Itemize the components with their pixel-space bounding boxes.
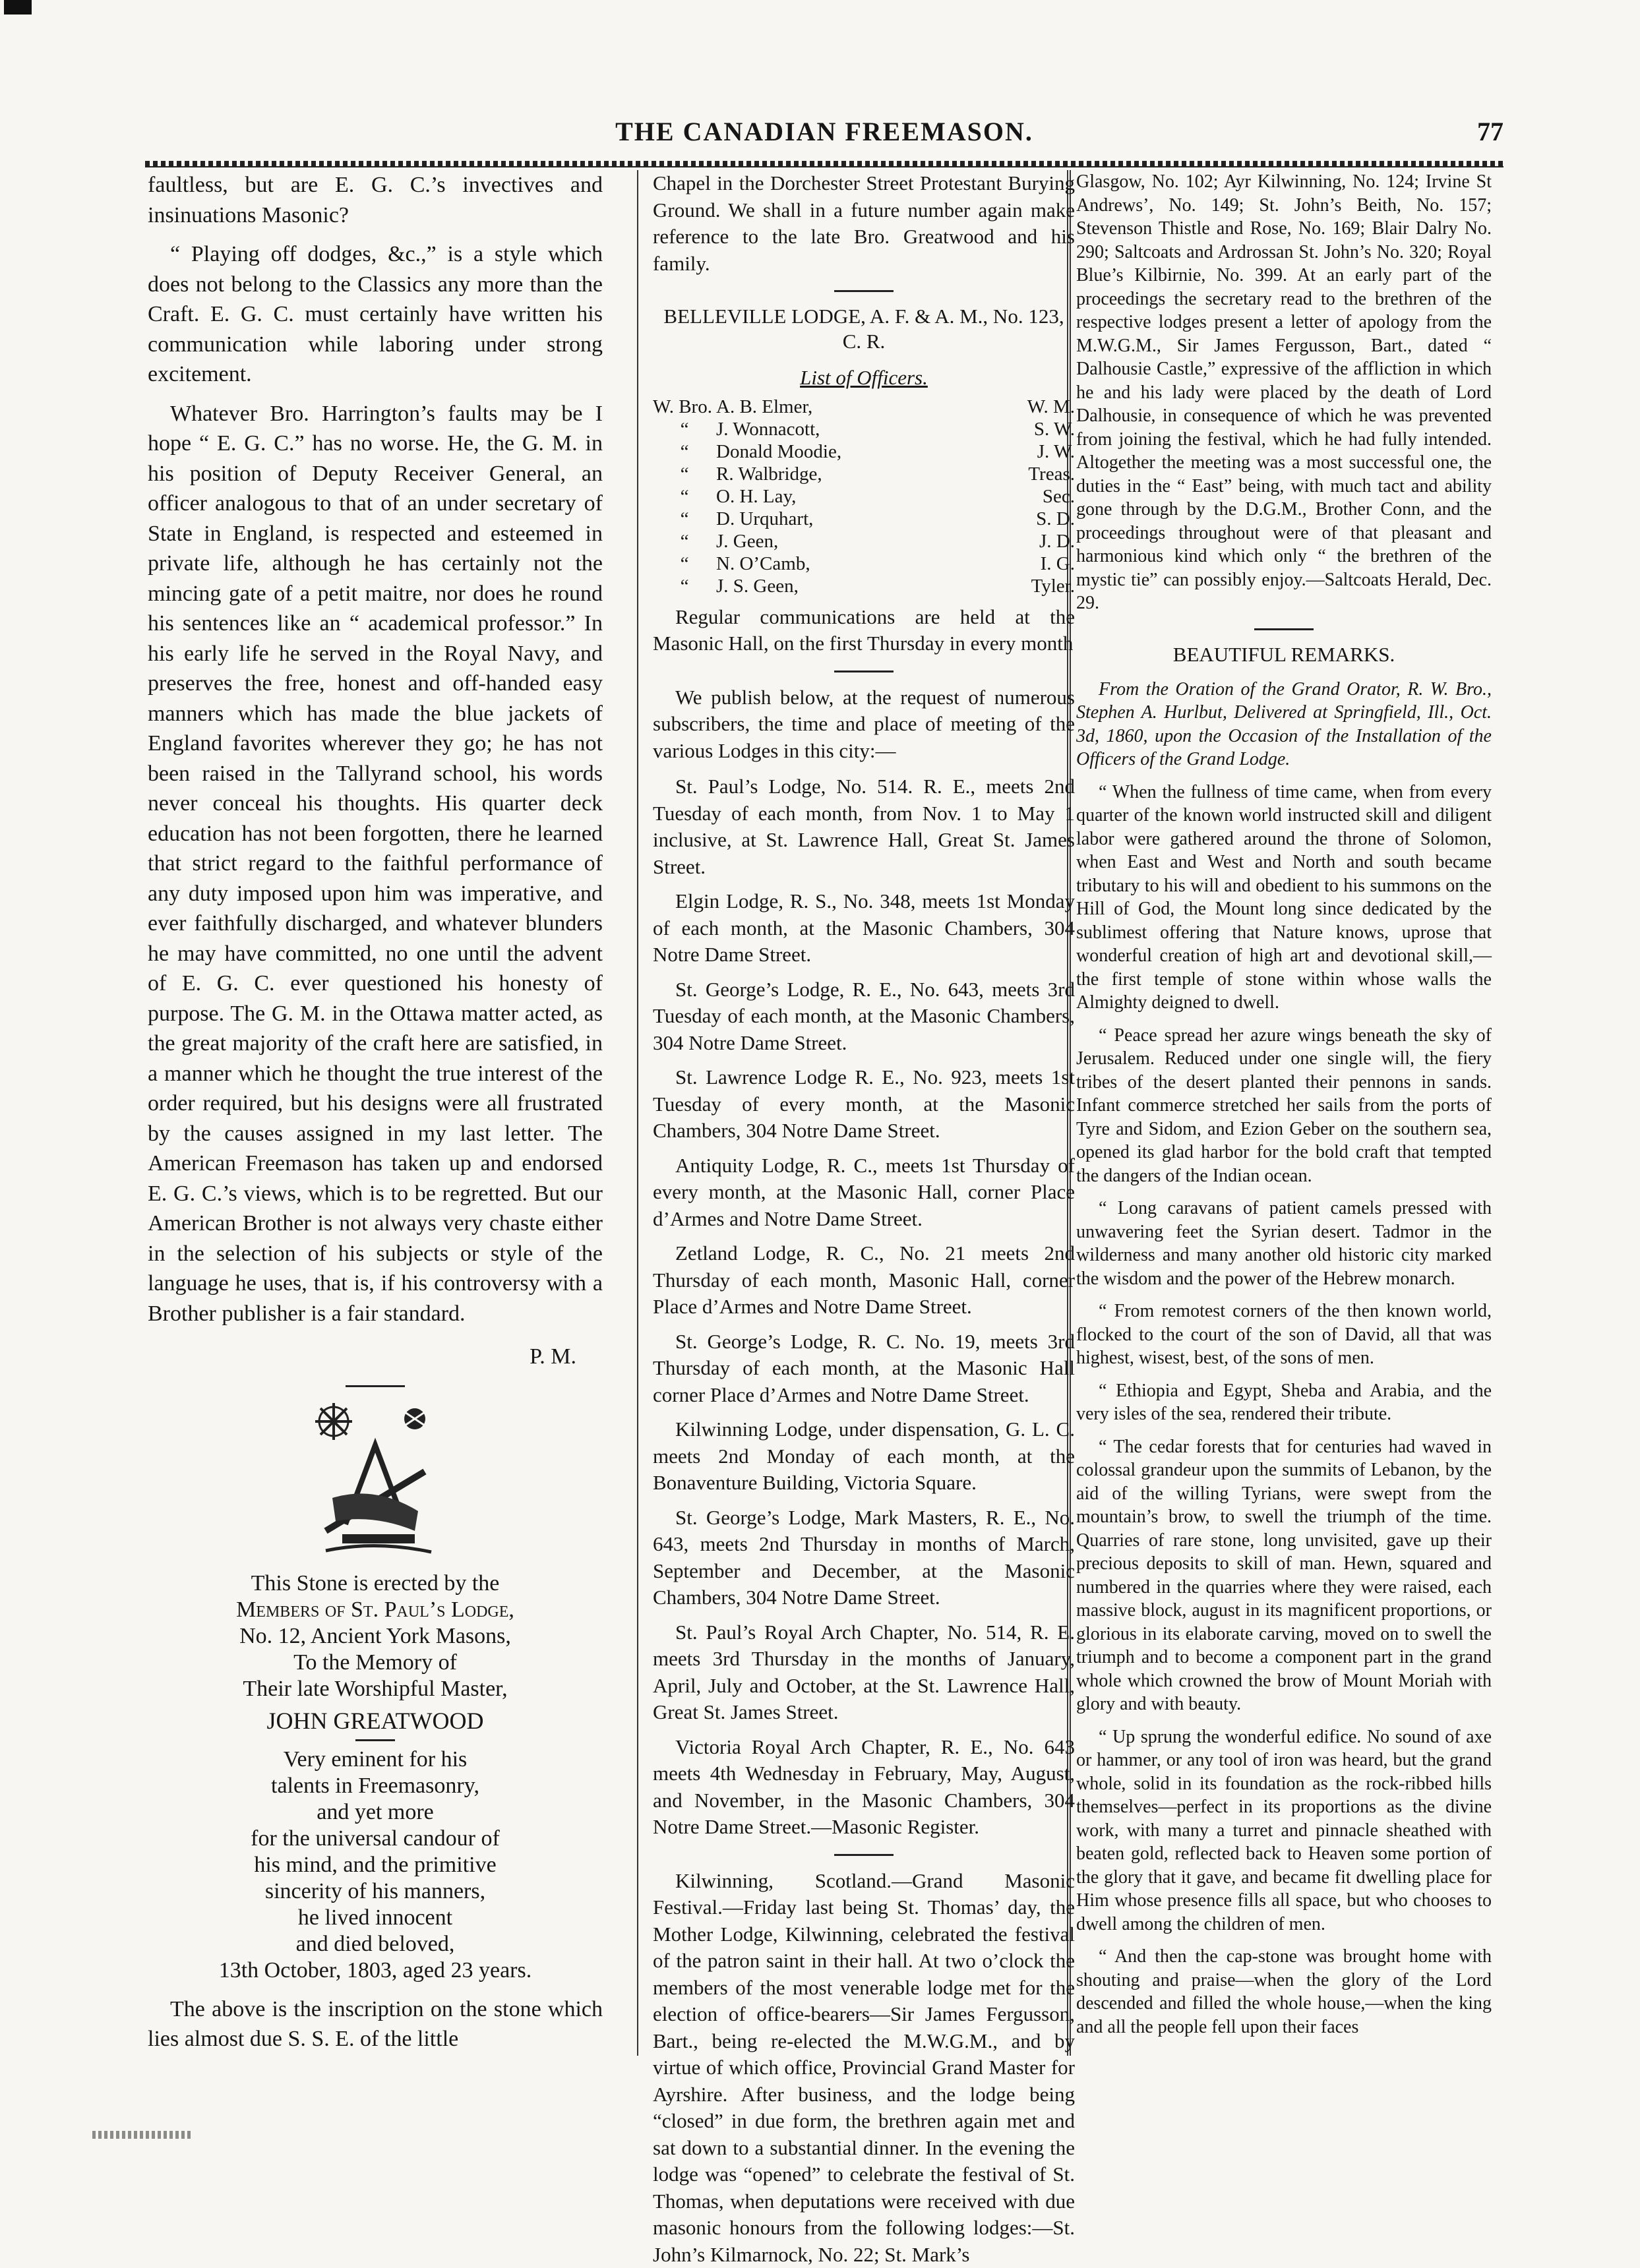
col3-para-1: Glasgow, No. 102; Ayr Kilwinning, No. 124; Irvine St Andrews’, No. 149; St. John’s Beith, No. 157; Stevenson Thistle and Rose, No. 169; Blair Dalry No. 290; Saltcoats and Ardrossan St. John’s No. 320; Royal Blue’s Kilbirnie, No. 399. At an early part of the proceedings the secretary read to the brethren of the respective lodges present a letter of apology from the M.W.G.M., Sir James Fergusson, Bart., dated “ Dalhousie Castle,” expressive of the affliction in which he and his lady were placed by the death of Lord Dalhousie, in consequence of which he was prevented from joining the festival, which he had fully intended. Altogether the meeting was a most successful one, the duties in the “ East” being, with much tact and ability gone through by the D.G.M., Brother Conn, and the proceedings throughout were of that pleasant and harmonious kind which only “ the brethren of the mystic tie” can possibly enjoy.—Saltcoats Herald, Dec. 29. bbox=[1076, 170, 1492, 615]
lodge-heading: BELLEVILLE LODGE, A. F. & A. M., No. 123, C. R. bbox=[653, 304, 1075, 354]
lodge-entry: St. Paul’s Royal Arch Chapter, No. 514, R. E. meets 3rd Thursday in the months of January, April, July and October, at the St. Lawrence Hall, Great St. James Street. bbox=[653, 1619, 1075, 1726]
officer-title: “ bbox=[653, 485, 716, 508]
lodge-entry: Kilwinning Lodge, under dispensation, G. L. C. meets 2nd Monday of each month, at the Bonaventure Building, Victoria Square. bbox=[653, 1416, 1075, 1497]
section-divider bbox=[1254, 628, 1314, 630]
officer-row bbox=[653, 530, 1075, 552]
oration-paragraph: “ Ethiopia and Egypt, Sheba and Arabia, and the very isles of the sea, rendered their tribute. bbox=[1076, 1379, 1492, 1426]
lodge-entry: St. Lawrence Lodge R. E., No. 923, meets 1st Tuesday of every month, at the Masonic Chambers, 304 Notre Dame Street. bbox=[653, 1064, 1075, 1145]
officer-office: S. D. bbox=[1016, 508, 1075, 530]
oration-paragraph: “ The cedar forests that for centuries had waved in colossal grandeur upon the summits of Lebanon, by the aid of the willing Tyrians, were swept from the mountain’s brow, to swell the triumph of the time. Quarries of rare stone, long unvisited, gave up their precious deposits to skill of man. Hewn, squared and numbered in the quarries where they were raised, each massive block, august in its magnificent proportions, or glorious in its elaborate carving, moved on to swell the triumph and to become a component part in the grand whole which crowned the brow of Mount Moriah with glory and with beauty. bbox=[1076, 1435, 1492, 1716]
officer-name: J. S. Geen, bbox=[716, 575, 1016, 597]
memorial-line: This Stone is erected by the bbox=[148, 1570, 603, 1597]
signature: P. M. bbox=[148, 1342, 576, 1372]
column-1 bbox=[148, 170, 603, 2069]
publish-intro: We publish below, at the request of numerous subscribers, the time and place of meeting of the various Lodges in this city:— bbox=[653, 684, 1075, 765]
memorial-line: Their late Worshipful Master, bbox=[148, 1676, 603, 1702]
officer-row bbox=[653, 485, 1075, 508]
memorial-name: JOHN GREATWOOD bbox=[148, 1708, 603, 1734]
officer-title: “ bbox=[653, 463, 716, 485]
lodge-entry: Victoria Royal Arch Chapter, R. E., No. 643 meets 4th Wednesday in February, May, August, and November, in the Masonic Chambers, 304 Notre Dame Street.—Masonic Register. bbox=[653, 1734, 1075, 1841]
header-rule bbox=[145, 161, 1503, 167]
section-divider bbox=[834, 1854, 894, 1856]
officers-table bbox=[653, 396, 1075, 597]
memorial-line: his mind, and the primitive bbox=[148, 1852, 603, 1878]
memorial-line: No. 12, Ancient York Masons, bbox=[148, 1623, 603, 1650]
officer-office: S. W. bbox=[1016, 418, 1075, 440]
scan-bottom-mark bbox=[92, 2131, 191, 2139]
memorial-line: he lived innocent bbox=[148, 1905, 603, 1931]
officer-row bbox=[653, 396, 1075, 418]
section-divider bbox=[834, 290, 894, 292]
oration-paragraph: “ From remotest corners of the then known world, flocked to the court of the son of David, all that was highest, wisest, best, of the sons of men. bbox=[1076, 1299, 1492, 1370]
memorial-inscription bbox=[148, 1570, 603, 1984]
officer-title: “ bbox=[653, 418, 716, 440]
officer-name: J. Wonnacott, bbox=[716, 418, 1016, 440]
memorial-line: for the universal candour of bbox=[148, 1826, 603, 1852]
officer-office: J. W. bbox=[1016, 440, 1075, 463]
col1-closing: The above is the inscription on the stone which lies almost due S. S. E. of the little bbox=[148, 1994, 603, 2054]
memorial-line: To the Memory of bbox=[148, 1650, 603, 1676]
section-divider bbox=[346, 1385, 405, 1387]
officer-title: “ bbox=[653, 575, 716, 597]
officer-title: “ bbox=[653, 440, 716, 463]
oration-paragraph: “ Peace spread her azure wings beneath the sky of Jerusalem. Reduced under one single will, the fiery tribes of the desert planted their pennons in sands. Infant commerce stretched her sails from the ports of Tyre and Sidom, and Ezion Geber on the southern sea, opened its glad harbor for the bold craft that tempted the dangers of the Indian ocean. bbox=[1076, 1024, 1492, 1188]
column-2 bbox=[653, 170, 1075, 2069]
section-divider bbox=[834, 671, 894, 672]
oration-paragraph: “ Up sprung the wonderful edifice. No sound of axe or hammer, or any tool of iron was heard, but the grand whole, solid in its foundation as the rock-ribbed hills themselves—perfect in its proportions as the divine work, with many a turret and pinnacle sheathed with beaten gold, reflected back to Heaven some portion of the glory that it gave, and became fit dwelling place for Him whose presence fills all space, but who chooses to dwell among the children of men. bbox=[1076, 1725, 1492, 1936]
officer-name: J. Geen, bbox=[716, 530, 1016, 552]
officer-name: O. H. Lay, bbox=[716, 485, 1016, 508]
officer-title: “ bbox=[653, 552, 716, 575]
beautiful-remarks-heading: BEAUTIFUL REMARKS. bbox=[1076, 642, 1492, 667]
officer-row bbox=[653, 463, 1075, 485]
col1-para-1: faultless, but are E. G. C.’s invectives and insinuations Masonic? bbox=[148, 170, 603, 230]
officer-office: Sec. bbox=[1016, 485, 1075, 508]
col2-para-1: Chapel in the Dorchester Street Protestant Burying Ground. We shall in a future number again make reference to the late Bro. Greatwood and his family. bbox=[653, 170, 1075, 277]
lodge-entry: St. George’s Lodge, R. E., No. 643, meets 3rd Tuesday of each month, at the Masonic Chambers, 304 Notre Dame Street. bbox=[653, 976, 1075, 1057]
page-header bbox=[145, 116, 1503, 156]
officer-office: W. M. bbox=[1016, 396, 1075, 418]
page-title: THE CANADIAN FREEMASON. bbox=[145, 116, 1503, 147]
officer-name: N. O’Camb, bbox=[716, 552, 1016, 575]
officer-office: J. D. bbox=[1016, 530, 1075, 552]
memorial-line: and died beloved, bbox=[148, 1931, 603, 1957]
memorial-line: 13th October, 1803, aged 23 years. bbox=[148, 1957, 603, 1984]
officer-office: Treas. bbox=[1016, 463, 1075, 485]
memorial-divider bbox=[355, 1739, 395, 1741]
kilwinning-article: Kilwinning, Scotland.—Grand Masonic Festival.—Friday last being St. Thomas’ day, the Mother Lodge, Kilwinning, celebrated the festival of the patron saint in their hall. At two o’clock the members of the most venerable lodge met for the election of office-bearers—Sir James Fergusson, Bart., being re-elected the M.W.G.M., and by virtue of which office, Provincial Grand Master for Ayrshire. After business, and the lodge being “closed” in due form, the brethren again met and sat down to a substantial dinner. In the evening the lodge was “opened” to celebrate the festival of St. Thomas, when deputations were received with due masonic honours from the following lodges:—St. John’s Kilmarnock, No. 22; St. Mark’s bbox=[653, 1868, 1075, 2268]
column-rule-1 bbox=[637, 170, 638, 2056]
officer-name: R. Walbridge, bbox=[716, 463, 1016, 485]
officers-heading: List of Officers. bbox=[653, 365, 1075, 392]
officer-name: Donald Moodie, bbox=[716, 440, 1016, 463]
officer-row bbox=[653, 508, 1075, 530]
officer-title: W. Bro. bbox=[653, 396, 716, 418]
oration-paragraph: “ Long caravans of patient camels pressed with unwavering feet the Syrian desert. Tadmor in the wilderness and many another old historic city marked the wisdom and the power of the Hebrew monarch. bbox=[1076, 1197, 1492, 1290]
col1-para-2: “ Playing off dodges, &c.,” is a style which does not belong to the Classics any more than the Craft. E. G. C. must certainly have written his communication while laboring under strong excitement. bbox=[148, 239, 603, 390]
oration-paragraph: “ And then the cap-stone was brought home with shouting and praise—when the glory of the Lord descended and filled the whole house,—when the king and all the people fell upon their faces bbox=[1076, 1945, 1492, 2039]
officer-row bbox=[653, 575, 1075, 597]
officer-office: I. G. bbox=[1016, 552, 1075, 575]
officer-row bbox=[653, 552, 1075, 575]
lodge-entry: Elgin Lodge, R. S., No. 348, meets 1st Monday of each month, at the Masonic Chambers, 304 Notre Dame Street. bbox=[653, 888, 1075, 969]
memorial-line: Very eminent for his bbox=[148, 1746, 603, 1773]
memorial-line: and yet more bbox=[148, 1799, 603, 1826]
masonic-emblem-icon bbox=[306, 1399, 444, 1557]
regular-communications: Regular communications are held at the Masonic Hall, on the first Thursday in every month bbox=[653, 604, 1075, 657]
page-number: 77 bbox=[1477, 116, 1503, 147]
col1-para-3: Whatever Bro. Harrington’s faults may be I hope “ E. G. C.” has no worse. He, the G. M. in his position of Deputy Receiver General, an officer analogous to that of an under secretary of State in England, is respected and esteemed in private life, although he has certainly not the mincing gate of a petit maitre, nor does he round his sentences like an “ academical professor.” In his early life he served in the Royal Navy, and preserves the free, honest and off-handed easy manners which has made the blue jackets of England favorites wherever they go; he has not been raised in the Tallyrand school, his words never conceal his thoughts. His quarter deck education has not been forgotten, there he learned that strict regard to the faithful performance of any duty imposed upon him was imperative, and ever faithfully discharged, and whatever blunders he may have committed, no one until the advent of E. G. C. ever questioned his honesty of purpose. The G. M. in the Ottawa matter acted, as the great majority of the craft here are satisfied, in a manner which he thought the true interest of the order required, but his designs were all frustrated by the causes assigned in my last letter. The American Freemason has taken up and endorsed E. G. C.’s views, which is to be regretted. But our American Brother is not always very chaste either in the selection of his subjects or style of the language he uses, that is, if his controversy with a Brother publisher is a fair standard. bbox=[148, 399, 603, 1329]
officer-row bbox=[653, 440, 1075, 463]
lodge-entry: Antiquity Lodge, R. C., meets 1st Thursday of every month, at the Masonic Hall, corner Place d’Armes and Notre Dame Street. bbox=[653, 1152, 1075, 1233]
officer-name: D. Urquhart, bbox=[716, 508, 1016, 530]
oration-paragraph: “ When the fullness of time came, when from every quarter of the known world instructed skill and diligent labor were gathered around the throne of Solomon, when East and West and North and south became tributary to his will and obedient to his summons on the Hill of God, the Mount long since dedicated by the sublimest offering that Nature knows, uprose that wonderful creation of high art and devotional skill,—the first temple of stone within whose walls the Almighty deigned to dwell. bbox=[1076, 781, 1492, 1015]
officer-row bbox=[653, 418, 1075, 440]
lodge-entry: St. Paul’s Lodge, No. 514. R. E., meets 2nd Tuesday of each month, from Nov. 1 to May 1 inclusive, at St. Lawrence Hall, Great St. James Street. bbox=[653, 773, 1075, 880]
lodge-entry: Zetland Lodge, R. C., No. 21 meets 2nd Thursday of each month, Masonic Hall, corner Place d’Armes and Notre Dame Street. bbox=[653, 1240, 1075, 1321]
oration-subheading: From the Oration of the Grand Orator, R. W. Bro., Stephen A. Hurlbut, Delivered at Springfield, Ill., Oct. 3d, 1860, upon the Occasion of the Installation of the Officers of the Grand Lodge. bbox=[1076, 678, 1492, 771]
lodge-entry: St. George’s Lodge, Mark Masters, R. E., No. 643, meets 2nd Thursday in months of March, September and December, at the Masonic Chambers, 304 Notre Dame Street. bbox=[653, 1505, 1075, 1611]
officer-office: Tyler. bbox=[1016, 575, 1075, 597]
memorial-line: sincerity of his manners, bbox=[148, 1878, 603, 1905]
officer-name: A. B. Elmer, bbox=[716, 396, 1016, 418]
column-3 bbox=[1076, 170, 1492, 2069]
memorial-line: talents in Freemasonry, bbox=[148, 1773, 603, 1799]
memorial-line: Members of St. Paul’s Lodge, bbox=[148, 1597, 603, 1623]
officer-title: “ bbox=[653, 508, 716, 530]
scan-corner-mark bbox=[4, 0, 32, 15]
officer-title: “ bbox=[653, 530, 716, 552]
lodge-entry: St. George’s Lodge, R. C. No. 19, meets 3rd Thursday of each month, at the Masonic Hall corner Place d’Armes and Notre Dame Street. bbox=[653, 1328, 1075, 1409]
